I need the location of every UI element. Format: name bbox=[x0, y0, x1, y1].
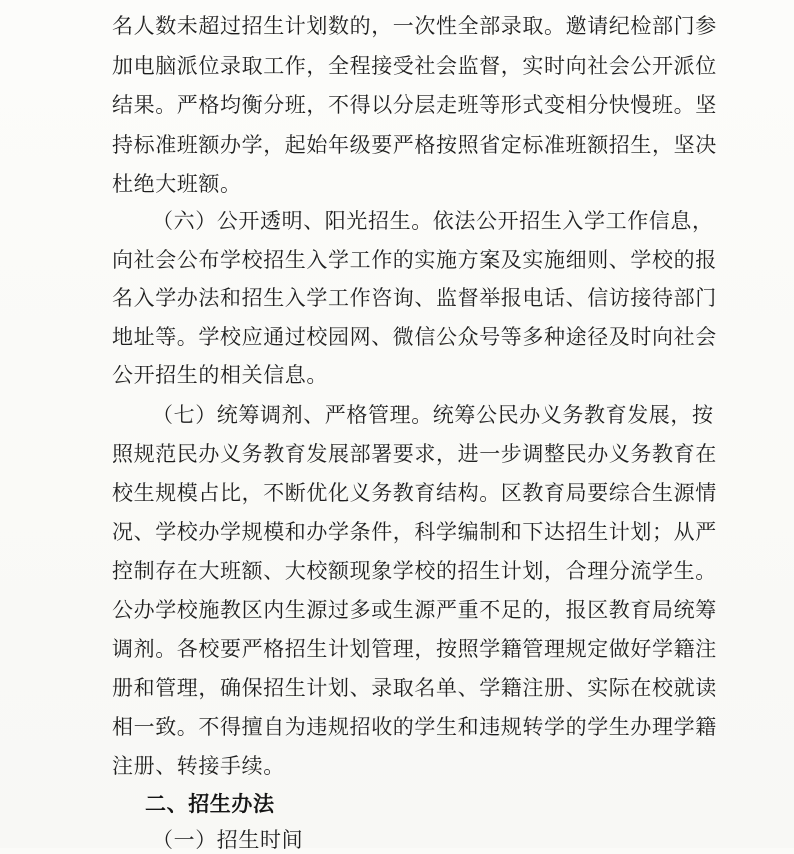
chapter-heading: 二、招生办法 bbox=[145, 792, 275, 816]
text-line: 名入学办法和招生入学工作咨询、监督举报电话、信访接待部门 bbox=[112, 286, 717, 310]
text-line: 结果。严格均衡分班，不得以分层走班等形式变相分快慢班。坚 bbox=[112, 93, 717, 117]
text-line: 持标准班额办学，起始年级要严格按照省定标准班额招生，坚决 bbox=[112, 133, 717, 157]
text-line: 公开招生的相关信息。 bbox=[112, 363, 328, 387]
text-line: 调剂。各校要严格招生计划管理，按照学籍管理规定做好学籍注 bbox=[112, 637, 717, 661]
text-line: 注册、转接手续。 bbox=[112, 754, 285, 778]
section-heading-6: （六）公开透明、阳光招生。依法公开招生入学工作信息， bbox=[152, 209, 714, 233]
text-line: 况、学校办学规模和办学条件，科学编制和下达招生计划；从严 bbox=[112, 520, 717, 544]
text-line: 向社会公布学校招生入学工作的实施方案及实施细则、学校的报 bbox=[112, 248, 717, 272]
section-heading-7: （七）统筹调剂、严格管理。统筹公民办义务教育发展，按 bbox=[152, 403, 714, 427]
text-line: 校生规模占比，不断优化义务教育结构。区教育局要综合生源情 bbox=[112, 481, 717, 505]
text-line: 控制存在大班额、大校额现象学校的招生计划，合理分流学生。 bbox=[112, 559, 717, 583]
text-line: 杜绝大班额。 bbox=[112, 172, 242, 196]
text-line: 册和管理，确保招生计划、录取名单、学籍注册、实际在校就读 bbox=[112, 676, 717, 700]
subsection-heading: （一）招生时间 bbox=[152, 828, 304, 852]
text-line: 相一致。不得擅自为违规招收的学生和违规转学的学生办理学籍 bbox=[112, 715, 717, 739]
text-line: 地址等。学校应通过校园网、微信公众号等多种途径及时向社会 bbox=[112, 325, 717, 349]
text-line: 加电脑派位录取工作，全程接受社会监督，实时向社会公开派位 bbox=[112, 54, 717, 78]
text-line: 照规范民办义务教育发展部署要求，进一步调整民办义务教育在 bbox=[112, 442, 717, 466]
text-line: 名人数未超过招生计划数的，一次性全部录取。邀请纪检部门参 bbox=[112, 14, 717, 38]
text-line: 公办学校施教区内生源过多或生源严重不足的，报区教育局统筹 bbox=[112, 598, 717, 622]
